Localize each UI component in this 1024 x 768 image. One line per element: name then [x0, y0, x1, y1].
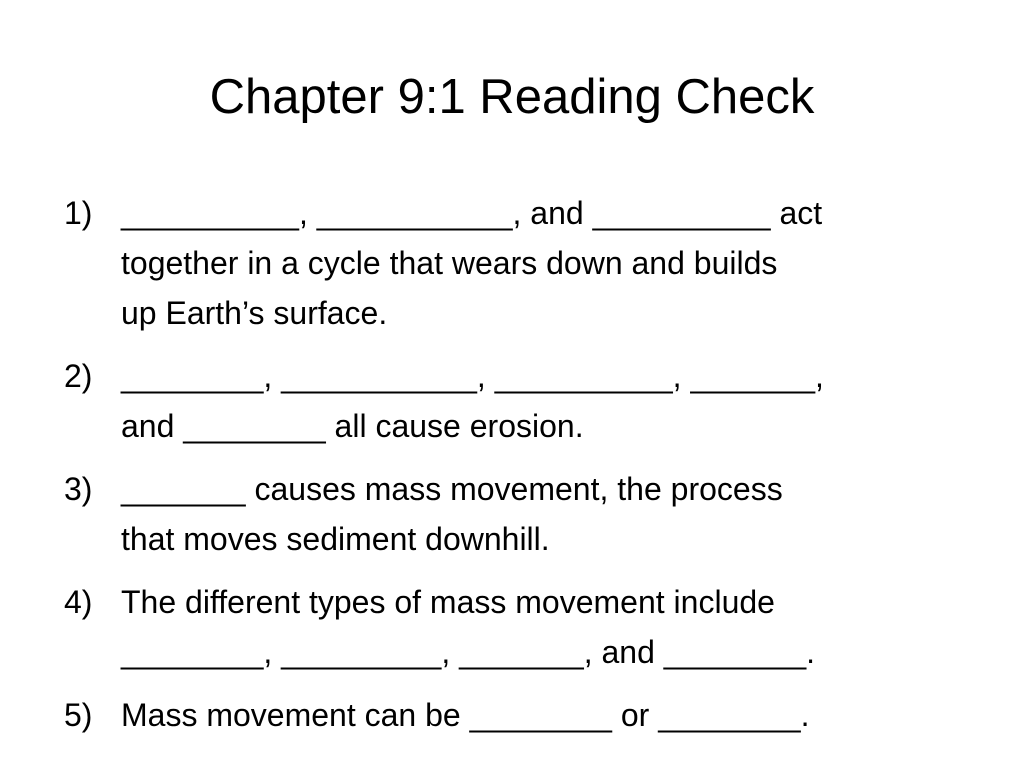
- item-text-line: The different types of mass movement include: [121, 584, 775, 620]
- item-text-line: that moves sediment downhill.: [121, 521, 550, 557]
- item-text-line: _______ causes mass movement, the process: [121, 471, 783, 507]
- item-text-line: Mass movement can be ________ or ________.: [121, 697, 810, 733]
- item-text-line: ________, _________, _______, and ________.: [121, 634, 816, 670]
- item-number: 1): [64, 195, 93, 231]
- item-text-line: ________, ___________, __________, _______,: [121, 358, 824, 394]
- item-number: 5): [64, 697, 93, 733]
- item-number: 3): [64, 471, 93, 507]
- item-text-line: __________, ___________, and __________ act: [121, 195, 823, 231]
- item-text-line: and ________ all cause erosion.: [121, 408, 584, 444]
- slide-title: Chapter 9:1 Reading Check: [209, 70, 815, 124]
- item-number: 4): [64, 584, 93, 620]
- item-text-line: together in a cycle that wears down and builds: [121, 245, 778, 281]
- item-number: 2): [64, 358, 93, 394]
- item-text-line: up Earth’s surface.: [121, 295, 388, 331]
